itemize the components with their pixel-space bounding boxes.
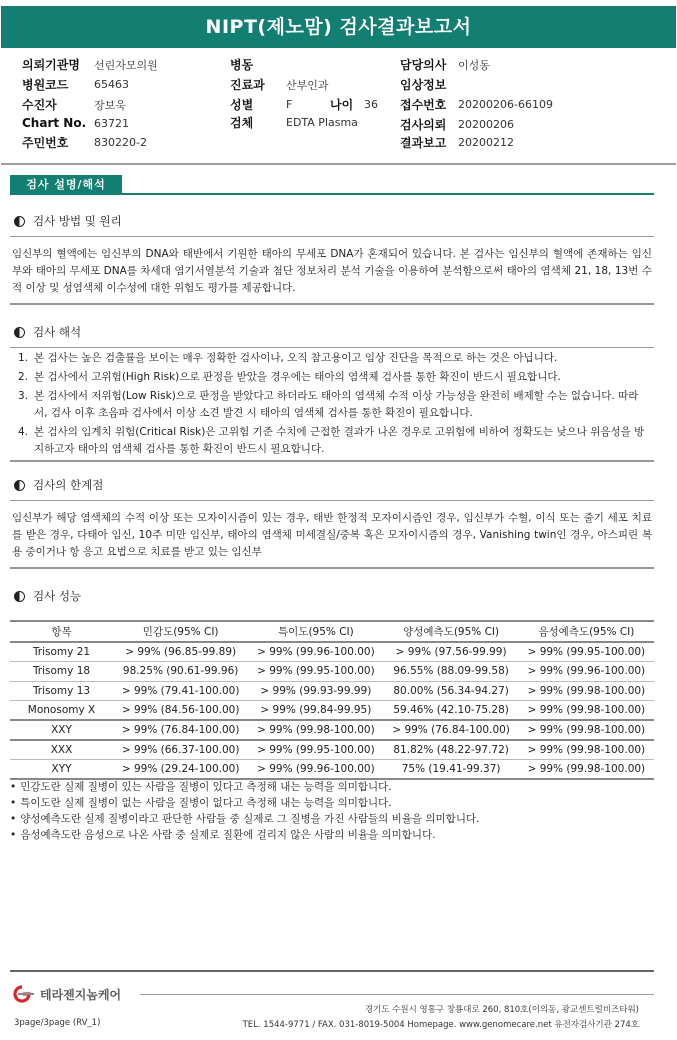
table-row: Monosomy X > 99% (84.56-100.00) > 99% (99.84-99.95) 59.46% (42.10-75.28) > 99% (99.98-100.00) [10,701,654,721]
note-item: • 민감도란 실제 질병이 있는 사람을 질병이 있다고 측정해 내는 능력을 의미합니다. [10,779,479,795]
company-logo [8,984,121,1004]
info-age-label: 나이 [330,98,354,112]
info-clinical: 임상정보 [400,78,447,92]
col-npv: 음성예측도(95% CI) [519,621,654,642]
section-tab: 검사 설명/해석 [10,175,122,195]
performance-heading: 검사 성능 [14,588,81,604]
note-item: • 양성예측도란 실제 질병이라고 판단한 사람들 중 실제로 그 질병을 가진 사람들의 비율을 의미합니다. [10,811,479,827]
table-row: Trisomy 21 > 99% (96.85-99.89) > 99% (99.96-100.00) > 99% (97.56-99.99) > 99% (99.95-100.00) [10,642,654,662]
patient-info [22,56,662,156]
info-report-date: 결과보고 20200212 [400,136,514,150]
footer-address: 경기도 수원시 영통구 창룡대로 260, 810호(이의동, 광교센트럴비즈타워) [364,1005,639,1015]
performance-table [10,620,654,780]
col-item: 항목 [10,621,113,642]
table-row: XYY > 99% (29.24-100.00) > 99% (99.96-100.00) 75% (19.41-99.37) > 99% (99.98-100.00) [10,760,654,780]
logo-rule [140,994,654,995]
table-row: XXY > 99% (76.84-100.00) > 99% (99.98-100.00) > 99% (76.84-100.00) > 99% (99.98-100.00) [10,720,654,740]
method-text: 임신부의 혈액에는 임신부의 DNA와 태반에서 기원한 태아의 무세포 DNA가 혼재되어 있습니다. 본 검사는 임신부의 혈액에 존재하는 임신부와 태아의 무세포 DNA를 차세대 염기서열분석 기술과 첨단 정보처리 분석 기술을 이용하여 분석함으로써 태아의 염색체 21, 18, 13번 수적 이상 및 성염색체 이수성에 대한 위험도 평가를 제공합니다. [12,248,652,294]
half-circle-icon [14,480,25,491]
footer-contact: TEL. 1544-9771 / FAX. 031-8019-5004 Homepage. www.genomecare.net 유전자검사기관 274호 [242,1020,639,1030]
info-department: 진료과 산부인과 [230,78,329,92]
info-patient-name: 수진자 장보욱 [22,98,126,112]
info-ward: 병동 [230,58,254,72]
limitations-heading: 검사의 한계점 [14,477,103,493]
limitations-text: 임신부가 해당 염색체의 수적 이상 또는 모자이시즘이 있는 경우, 태반 한정적 모자이시즘인 경우, 임신부가 수혈, 이식 또는 줄기 세포 치료를 받은 경우, 다태아 임신, 10주 미만 임신부, 태아의 염색체 미세결실/중복 혹은 모자이시즘의 경우, Vanishing twin인 경우, 아스피린 복용 중이거나 항 응고 요법으로 치료를 받고 있는 임신부 [12,512,652,558]
list-item: 4. 본 검사의 임계치 위험(Critical Risk)은 고위험 기준 수치에 근접한 결과가 나온 경우로 고위험에 비하여 정확도는 낮으나 위음성을 방지하고자 태아의 염색체 검사를 통한 확진이 반드시 필요합니다. [18,426,645,455]
info-request-date: 검사의뢰 20200206 [400,118,514,132]
logo-text: 테라젠지놈케어 [40,987,122,1002]
interpretation-rule-bottom [10,460,654,462]
col-sensitivity: 민감도(95% CI) [113,621,248,642]
list-item: 1. 본 검사는 높은 검출률을 보이는 매우 정확한 검사이나, 오직 참고용이고 임상 진단을 목적으로 하는 것은 아닙니다. [18,352,558,364]
page-number: 3page/3page (RV_1) [14,1018,101,1028]
info-specimen: 검체 EDTA Plasma [230,116,358,130]
info-receipt-no: 접수번호 20200206-66109 [400,98,553,112]
interpretation-heading: 검사 해석 [14,324,81,340]
col-ppv: 양성예측도(95% CI) [384,621,519,642]
note-item: • 음성예측도란 음성으로 나온 사람 중 실제로 질환에 걸리지 않은 사람의 비율을 의미합니다. [10,827,479,843]
method-rule-top [10,236,654,237]
interpretation-list [18,350,648,458]
logo-g-icon [8,984,36,1004]
list-item: 3. 본 검사에서 저위험(Low Risk)으로 판정을 받았다고 하더라도 태아의 염색체 수적 이상 가능성을 완전히 배제할 수는 없습니다. 따라서, 검사 이후 초음파 검사에서 이상 소견 발견 시 태아의 염색체 검사를 통한 확진이 필요합니다. [18,390,639,419]
col-specificity: 특이도(95% CI) [248,621,383,642]
list-item: 2. 본 검사에서 고위험(High Risk)으로 판정을 받았을 경우에는 태아의 염색체 검사를 통한 확진이 반드시 필요합니다. [18,371,561,383]
table-header-row [10,621,654,642]
method-heading: 검사 방법 및 원리 [14,213,122,229]
section-underline [10,193,654,195]
interpretation-rule-top [10,347,654,348]
limitations-rule-top [10,500,654,501]
table-row: Trisomy 13 > 99% (79.41-100.00) > 99% (99.93-99.99) 80.00% (56.34-94.27) > 99% (99.98-100.00) [10,681,654,701]
info-sex: 성별 F 나이 36 [230,98,378,112]
table-row: Trisomy 18 98.25% (90.61-99.96) > 99% (99.95-100.00) 96.55% (88.09-99.58) > 99% (99.96-100.00) [10,662,654,682]
info-hospital-code: 병원코드 65463 [22,78,129,92]
note-item: • 특이도란 실제 질병이 없는 사람을 질병이 없다고 측정해 내는 능력을 의미합니다. [10,795,479,811]
limitations-rule-bottom [10,567,654,569]
info-resident-no: 주민번호 830220-2 [22,136,147,150]
info-doctor: 담당의사 이성동 [400,58,490,72]
half-circle-icon [14,216,25,227]
info-chart-no: Chart No. 63721 [22,116,129,130]
half-circle-icon [14,591,25,602]
info-institution: 의뢰기관명 선린자모의원 [22,58,158,72]
half-circle-icon [14,327,25,338]
info-age-value: 36 [364,98,378,111]
info-divider [1,163,676,165]
report-title: NIPT(제노맘) 검사결과보고서 [1,6,676,48]
table-row: XXX > 99% (66.37-100.00) > 99% (99.95-100.00) 81.82% (48.22-97.72) > 99% (99.98-100.00) [10,740,654,760]
method-rule-bottom [10,303,654,305]
footer-divider [10,970,654,972]
performance-notes [10,779,479,843]
